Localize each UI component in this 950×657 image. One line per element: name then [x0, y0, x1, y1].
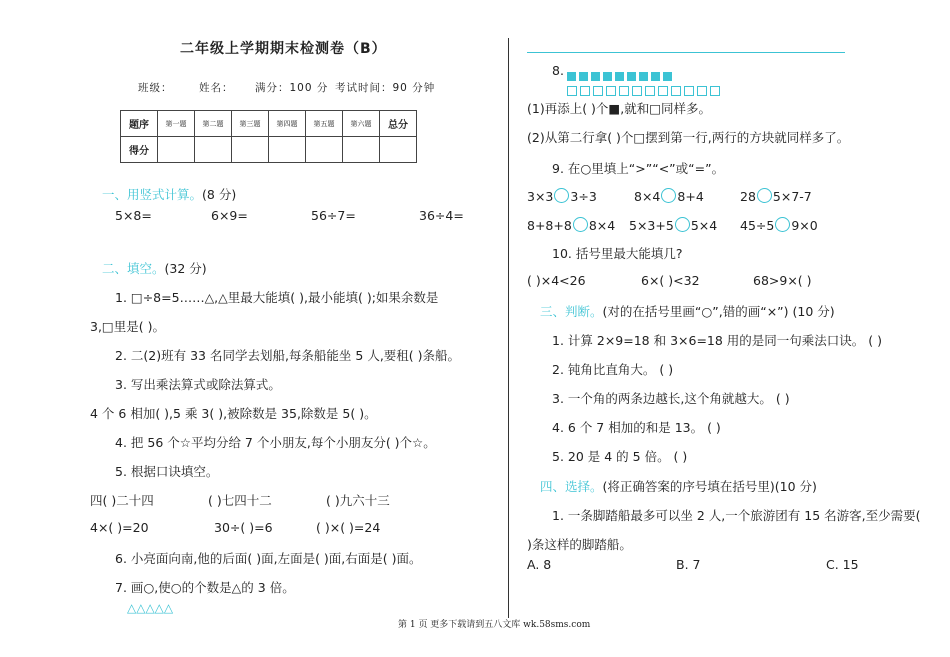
fill-q7: 7. 画○,使○的个数是△的 3 倍。: [115, 580, 295, 595]
top-rule: [527, 52, 845, 53]
fill-q3: 3. 写出乘法算式或除法算式。: [115, 377, 281, 392]
calc-2: 6×9=: [211, 208, 248, 223]
calc-3: 56÷7=: [311, 208, 356, 223]
col-1: 第一题: [158, 111, 195, 137]
fill-q5: 5. 根据口诀填空。: [115, 464, 219, 479]
exam-time: 考试时间：90 分钟: [335, 82, 436, 94]
q10-a: ( )×4<26: [527, 273, 586, 288]
fill-q5-r1a: 四( )二十四: [90, 493, 154, 508]
class-label: 班级：: [138, 82, 173, 94]
col-4: 第四题: [269, 111, 306, 137]
section-1-heading: [102, 185, 236, 203]
fill-q1-cont: 3,□里是( )。: [90, 319, 165, 334]
fill-q4: 4. 把 56 个☆平均分给 7 个小朋友,每个小朋友分( )个☆。: [115, 435, 436, 450]
fill-q1: 1. □÷8=5……△,△里最大能填( ),最小能填( );如果余数是: [115, 290, 439, 305]
section-3-desc: (对的在括号里画“○”,错的画“×”) (10 分): [602, 304, 835, 319]
column-divider: [508, 38, 509, 618]
judge-3: 3. 一个角的两条边越长,这个角就越大。 ( ): [552, 391, 790, 406]
fill-q6: 6. 小亮面向南,他的后面( )面,左面是( )面,右面是( )面。: [115, 551, 422, 566]
q10-c: 68>9×( ): [753, 273, 812, 288]
fill-q5-r1c: ( )九六十三: [326, 493, 390, 508]
col-3: 第三题: [232, 111, 269, 137]
fill-q5-r2b: 30÷( )=6: [214, 520, 273, 535]
col-2: 第二题: [195, 111, 232, 137]
choice-1-cont: )条这样的脚踏船。: [527, 537, 632, 552]
calc-4: 36÷4=: [419, 208, 464, 223]
row-head-order: 题序: [121, 111, 158, 137]
q9-r2b: 5×3+5 5×4: [629, 218, 718, 233]
judge-2: 2. 钝角比直角大。 ( ): [552, 362, 674, 377]
section-4-heading: [540, 477, 817, 495]
section-3-heading: [540, 302, 835, 320]
judge-5: 5. 20 是 4 的 5 倍。 ( ): [552, 449, 688, 464]
page-footer: 第 1 页 更多下载请到五八文库 wk.58sms.com: [398, 620, 591, 630]
section-2-title: 二、填空。: [102, 261, 165, 276]
name-label: 姓名：: [199, 82, 234, 94]
fill-q5-r1b: ( )七四十二: [208, 493, 272, 508]
q9-r2a: 8+8+8 8×4: [527, 218, 616, 233]
option-b: B. 7: [676, 557, 701, 572]
q9: 9. 在○里填上“>”“<”或“=”。: [552, 161, 725, 176]
section-2-points: (32 分): [164, 261, 207, 276]
q9-r1b: 8×4 8+4: [634, 189, 704, 204]
score-table: [120, 110, 417, 163]
page-title: 二年级上学期期末检测卷（B）: [180, 41, 387, 57]
choice-1: 1. 一条脚踏船最多可以坐 2 人,一个旅游团有 15 名游客,至少需要(: [552, 508, 921, 523]
fill-q3-items: 4 个 6 相加( ),5 乘 3( ),被除数是 35,除数是 5( )。: [90, 406, 377, 421]
judge-4: 4. 6 个 7 相加的和是 13。 ( ): [552, 420, 721, 435]
full-score: 满分：100 分: [255, 82, 329, 94]
q9-r2c: 45÷5 9×0: [740, 218, 818, 233]
q9-r1a: 3×3 3÷3: [527, 189, 597, 204]
q9-r1c: 28 5×7-7: [740, 189, 812, 204]
q10: 10. 括号里最大能填几?: [552, 246, 683, 261]
calc-1: 5×8=: [115, 208, 152, 223]
section-1-points: (8 分): [202, 187, 237, 202]
empty-squares-row: [567, 81, 723, 100]
section-1-title: 一、用竖式计算。: [102, 187, 203, 202]
col-6: 第六题: [343, 111, 380, 137]
triangle-row: △△△△△: [127, 601, 174, 615]
section-4-desc: (将正确答案的序号填在括号里)(10 分): [602, 479, 817, 494]
option-c: C. 15: [826, 557, 859, 572]
judge-1: 1. 计算 2×9=18 和 3×6=18 用的是同一句乘法口诀。 ( ): [552, 333, 883, 348]
q8-part1: (1)再添上( )个■,就和□同样多。: [527, 101, 712, 116]
section-3-title: 三、判断。: [540, 304, 603, 319]
col-total: 总分: [380, 111, 417, 137]
q8-label: 8.: [552, 63, 564, 78]
q10-b: 6×( )<32: [641, 273, 700, 288]
fill-q5-r2a: 4×( )=20: [90, 520, 149, 535]
option-a: A. 8: [527, 557, 552, 572]
section-2-heading: [102, 259, 207, 277]
fill-q5-r2c: ( )×( )=24: [316, 520, 381, 535]
fill-q2: 2. 二(2)班有 33 名同学去划船,每条船能坐 5 人,要租( )条船。: [115, 348, 461, 363]
q8-part2: (2)从第二行拿( )个□摆到第一行,两行的方块就同样多了。: [527, 130, 850, 145]
col-5: 第五题: [306, 111, 343, 137]
row-head-score: 得分: [121, 137, 158, 163]
section-4-title: 四、选择。: [540, 479, 603, 494]
